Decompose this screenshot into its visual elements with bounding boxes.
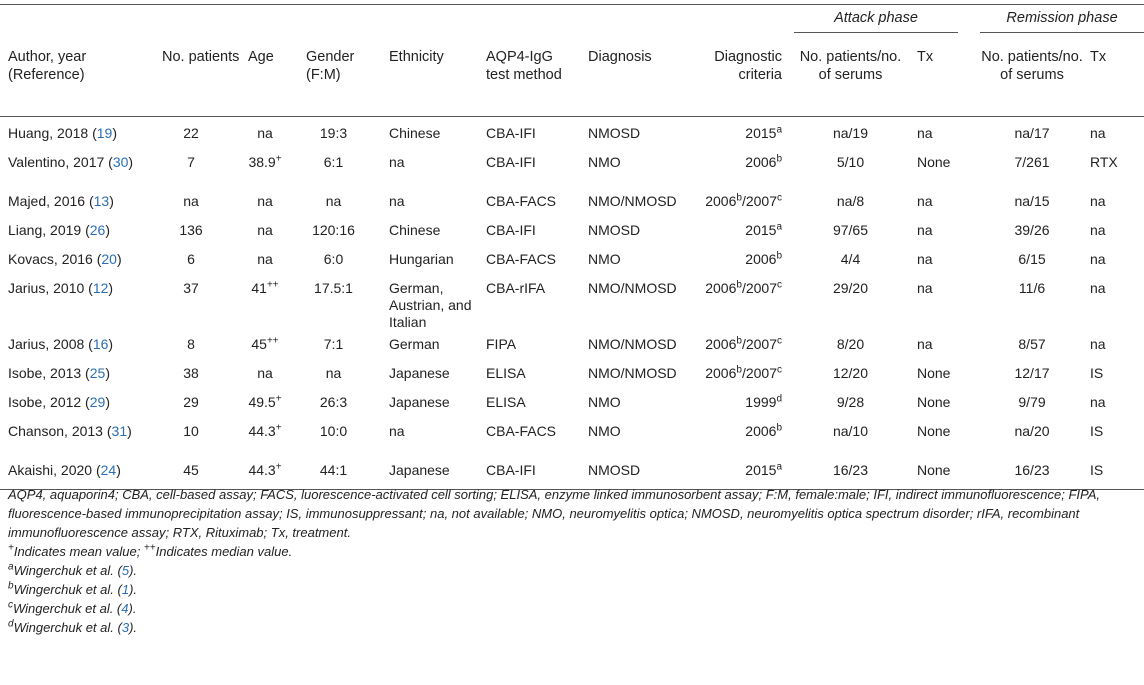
cell-age (244, 121, 300, 150)
cell-attack-count: 4/4 (840, 250, 861, 267)
cell-remission-count: 8/57 (1018, 335, 1046, 352)
cell-patients: 45 (183, 461, 199, 478)
attack-phase-heading: Attack phase (794, 10, 958, 33)
cell-test-method: CBA-IFI (486, 461, 536, 478)
note-tail: ). (129, 620, 138, 635)
cell-diagnosis: NMO (588, 393, 621, 410)
cell-test-method: CBA-FACS (486, 422, 557, 439)
author-text: Isobe, 2012 ( (8, 393, 90, 410)
cell-remission-count: na/15 (1014, 192, 1050, 209)
table-row (0, 189, 1144, 218)
table-row (0, 458, 1144, 487)
cell-criteria (692, 332, 792, 361)
cell-patients: 8 (187, 335, 195, 352)
author-close: ) (116, 461, 121, 478)
cell-ethnicity: Japanese (389, 461, 450, 478)
cell-remission-tx: na (1090, 279, 1106, 296)
criteria-year: 1999 (745, 393, 777, 410)
criteria-marker-2: c (777, 191, 782, 203)
author-close: ) (105, 364, 110, 381)
cell-diagnosis: NMOSD (588, 124, 641, 141)
age-marker: ++ (266, 278, 279, 290)
cell-author (0, 419, 160, 458)
cell-attack-count: na/19 (832, 124, 869, 141)
criteria-marker: a (776, 123, 782, 135)
table-row (0, 218, 1144, 247)
cell-remission-count: 16/23 (1014, 461, 1050, 478)
cell-gender: na (325, 364, 342, 381)
table-body (0, 121, 1144, 487)
cell-attack-tx: None (917, 422, 951, 439)
median-text: Indicates median value. (155, 544, 293, 559)
note-tail: ). (128, 601, 137, 616)
cell-ethnicity: Hungarian (389, 250, 454, 267)
cell-patients: 29 (183, 393, 199, 410)
note-text: Wingerchuk et al. ( (13, 582, 122, 597)
criteria-year-2: /2007 (741, 279, 777, 296)
cell-gender: 7:1 (323, 335, 344, 352)
table-row (0, 332, 1144, 361)
cell-gender: 6:1 (323, 153, 344, 170)
reference-link[interactable]: 13 (93, 192, 110, 209)
cell-criteria (692, 361, 792, 390)
cell-gender: na (325, 192, 342, 209)
cell-diagnosis: NMO (588, 422, 621, 439)
cell-diagnosis: NMO (588, 153, 621, 170)
cell-age (244, 276, 300, 332)
cell-diagnosis: NMOSD (588, 221, 641, 238)
age-header: Age (248, 49, 274, 65)
cell-remission-tx: IS (1090, 364, 1104, 381)
abbreviations-note: AQP4, aquaporin4; CBA, cell-based assay; FACS, luorescence-activated cell sorting; ELISA, enzyme linked immunosorbent assay; F:M, female:male; IFI, indirect immunofluorescence; FIPA, fluorescence-based immunoprecipitation assay; IS, immunosuppressant; na, not available; NMO, neuromyelitis optica; NMOSD, neuromyelitis optica spectrum disorder; rIFA, recombinant immunofluorescence assay; RTX, Rituximab; Tx, treatment. (8, 487, 1100, 540)
cell-age (244, 189, 300, 218)
cell-author (0, 390, 160, 419)
cell-attack-tx: na (917, 221, 933, 238)
cell-ethnicity: Japanese (389, 364, 450, 381)
author-text: Jarius, 2010 ( (8, 279, 93, 296)
cell-author (0, 218, 160, 247)
cell-diagnosis: NMO/NMOSD (588, 192, 677, 209)
cell-remission-count: 7/261 (1014, 153, 1050, 170)
cell-age (244, 419, 300, 458)
cell-remission-tx: na (1090, 250, 1106, 267)
cell-patients: 6 (187, 250, 195, 267)
cell-attack-count: 12/20 (832, 364, 869, 381)
cell-attack-tx: na (917, 124, 933, 141)
cell-remission-count: 12/17 (1014, 364, 1050, 381)
cell-criteria (692, 150, 792, 189)
cell-ethnicity: Japanese (389, 393, 450, 410)
patients-header: No. patients (162, 49, 240, 65)
cell-author (0, 276, 160, 332)
remission-tx-header: Tx (1090, 49, 1107, 65)
note-text: Wingerchuk et al. ( (13, 601, 122, 616)
age-value: 38.9 (248, 153, 276, 170)
cell-gender: 120:16 (312, 221, 355, 238)
age-value: na (257, 250, 273, 267)
criteria-marker: b (736, 278, 742, 290)
cell-remission-tx: na (1090, 124, 1106, 141)
cell-test-method: CBA-rIFA (486, 279, 546, 296)
criteria-year-2: /2007 (741, 192, 777, 209)
reference-link[interactable]: 12 (92, 279, 109, 296)
author-text: Valentino, 2017 ( (8, 153, 113, 170)
criteria-marker: b (776, 249, 782, 261)
attack-count-header: No. patients/no. of serums (799, 49, 902, 83)
cell-author (0, 361, 160, 390)
cell-attack-count: 29/20 (832, 279, 869, 296)
cell-author (0, 189, 160, 218)
cell-age (244, 247, 300, 276)
cell-gender: 44:1 (319, 461, 348, 478)
reference-link[interactable]: 26 (89, 221, 106, 238)
table-row (0, 390, 1144, 419)
cell-diagnosis: NMO (588, 250, 621, 267)
criteria-year: 2006 (705, 335, 737, 352)
cell-patients: 136 (179, 221, 203, 238)
remission-count-header: No. patients/no. of serums (981, 49, 1083, 83)
cell-criteria (692, 419, 792, 458)
age-value: na (257, 364, 273, 381)
cell-gender: 10:0 (319, 422, 348, 439)
cell-attack-count: 16/23 (832, 461, 869, 478)
table-row (0, 419, 1144, 458)
criteria-year: 2006 (705, 192, 737, 209)
cell-ethnicity: German, Austrian, and Italian (389, 279, 472, 330)
reference-link[interactable]: 1 (121, 582, 130, 597)
author-close: ) (108, 335, 114, 352)
cell-remission-count: 9/79 (1018, 393, 1046, 410)
reference-link[interactable]: 30 (112, 153, 129, 170)
cell-author (0, 247, 160, 276)
cell-test-method: ELISA (486, 364, 526, 381)
criteria-year: 2015 (745, 221, 777, 238)
criteria-year: 2006 (705, 364, 737, 381)
cell-age (244, 390, 300, 419)
criteria-marker-2: c (777, 278, 782, 290)
reference-link[interactable]: 16 (92, 335, 109, 352)
cell-test-method: CBA-IFI (486, 153, 536, 170)
criteria-marker: b (736, 334, 742, 346)
author-close: ) (116, 250, 122, 267)
cell-age (244, 218, 300, 247)
age-value: 49.5 (248, 393, 276, 410)
cell-attack-tx: None (917, 153, 951, 170)
cell-test-method: FIPA (486, 335, 517, 352)
cell-criteria (692, 276, 792, 332)
reference-link[interactable]: 29 (89, 393, 106, 410)
criteria-year: 2015 (745, 124, 777, 141)
cell-ethnicity: na (389, 192, 405, 209)
cell-attack-count: 9/28 (836, 393, 865, 410)
cell-patients: na (183, 192, 199, 209)
cell-remission-tx: na (1090, 192, 1106, 209)
cell-attack-tx: None (917, 461, 951, 478)
criteria-year: 2015 (745, 461, 777, 478)
age-value: na (257, 192, 273, 209)
age-marker: + (275, 460, 282, 472)
table-row (0, 361, 1144, 390)
cell-author (0, 332, 160, 361)
author-close: ) (105, 221, 110, 238)
criteria-marker: d (776, 392, 782, 404)
reference-link[interactable]: 19 (96, 124, 113, 141)
age-marker: + (275, 421, 282, 433)
criteria-note (8, 561, 1138, 580)
author-close: ) (105, 393, 110, 410)
ethnicity-header: Ethnicity (389, 49, 444, 65)
cell-age (244, 361, 300, 390)
median-symbol: ++ (143, 542, 156, 554)
criteria-marker: b (776, 152, 782, 164)
cell-test-method: CBA-IFI (486, 221, 536, 238)
cell-criteria (692, 247, 792, 276)
cell-test-method: CBA-IFI (486, 124, 536, 141)
cell-remission-count: 6/15 (1018, 250, 1046, 267)
test-method-header: AQP4-IgG test method (486, 49, 562, 83)
author-close: ) (127, 422, 132, 439)
cell-patients: 10 (183, 422, 199, 439)
table-footnotes (8, 485, 1138, 637)
cell-attack-tx: na (917, 192, 933, 209)
criteria-year: 2006 (745, 422, 777, 439)
cell-remission-tx: na (1090, 335, 1106, 352)
table-row (0, 276, 1144, 332)
cell-criteria (692, 121, 792, 150)
cell-remission-count: na/17 (1014, 124, 1050, 141)
author-header: Author, year (Reference) (8, 49, 87, 83)
mean-text: Indicates mean value; (13, 544, 144, 559)
criteria-marker: a (776, 220, 782, 232)
criteria-year-2: /2007 (741, 335, 777, 352)
age-value: 44.3 (248, 422, 276, 439)
cell-age (244, 458, 300, 487)
cell-attack-tx: None (917, 364, 951, 381)
cell-attack-count: 97/65 (832, 221, 869, 238)
age-value: na (257, 124, 273, 141)
cell-diagnosis: NMO/NMOSD (588, 279, 677, 296)
age-value: 44.3 (248, 461, 276, 478)
criteria-year-2: /2007 (741, 364, 777, 381)
cell-diagnosis: NMO/NMOSD (588, 335, 677, 352)
age-value: 41 (251, 279, 267, 296)
gender-header: Gender (F:M) (306, 49, 355, 83)
cell-author (0, 121, 160, 150)
cell-criteria (692, 218, 792, 247)
criteria-marker: a (776, 460, 782, 472)
reference-link[interactable]: 25 (89, 364, 106, 381)
author-text: Huang, 2018 ( (8, 124, 97, 141)
criteria-note (8, 580, 1138, 599)
cell-diagnosis: NMOSD (588, 461, 641, 478)
cell-attack-count: na/10 (832, 422, 869, 439)
reference-link[interactable]: 4 (121, 601, 129, 616)
note-text: Wingerchuk et al. ( (13, 620, 122, 635)
table-header (0, 4, 1144, 121)
age-marker: ++ (266, 334, 279, 346)
cell-author (0, 458, 160, 487)
table-row (0, 150, 1144, 189)
diagnosis-header: Diagnosis (588, 49, 652, 65)
reference-link[interactable]: 24 (100, 461, 117, 478)
table-row (0, 247, 1144, 276)
author-text: Kovacs, 2016 ( (8, 250, 102, 267)
criteria-marker-2: c (777, 334, 782, 346)
age-marker: + (275, 152, 282, 164)
cell-attack-count: na/8 (836, 192, 865, 209)
cell-test-method: CBA-FACS (486, 250, 557, 267)
criteria-marker-2: c (777, 363, 782, 375)
cell-test-method: ELISA (486, 393, 526, 410)
note-tail: ). (129, 582, 138, 597)
cell-gender: 26:3 (319, 393, 348, 410)
author-text: Jarius, 2008 ( (8, 335, 93, 352)
cell-remission-tx: IS (1090, 461, 1104, 478)
cell-patients: 22 (183, 124, 199, 141)
author-text: Majed, 2016 ( (8, 192, 94, 209)
author-text: Isobe, 2013 ( (8, 364, 90, 381)
cell-patients: 38 (183, 364, 199, 381)
note-tail: ). (129, 563, 138, 578)
cell-criteria (692, 390, 792, 419)
attack-tx-header: Tx (917, 49, 934, 65)
cell-patients: 7 (187, 153, 195, 170)
criteria-marker: b (736, 363, 742, 375)
criteria-header: Diagnostic criteria (714, 49, 782, 83)
author-close: ) (112, 124, 117, 141)
cell-gender: 6:0 (323, 250, 344, 267)
author-text: Chanson, 2013 ( (8, 422, 112, 439)
author-text: Liang, 2019 ( (8, 221, 90, 238)
cell-remission-tx: na (1090, 393, 1106, 410)
cell-diagnosis: NMO/NMOSD (588, 364, 677, 381)
criteria-year: 2006 (705, 279, 737, 296)
cell-ethnicity: Chinese (389, 221, 441, 238)
criteria-note (8, 618, 1138, 637)
cell-age (244, 332, 300, 361)
criteria-year: 2006 (745, 250, 777, 267)
cell-remission-tx: RTX (1090, 153, 1118, 170)
note-marker: b (8, 580, 14, 592)
cell-attack-tx: None (917, 393, 951, 410)
remission-phase-heading: Remission phase (980, 10, 1144, 33)
cell-remission-count: 39/26 (1014, 221, 1050, 238)
reference-link[interactable]: 3 (121, 620, 130, 635)
age-value: 45 (251, 335, 267, 352)
reference-link[interactable]: 20 (101, 250, 117, 267)
cell-attack-count: 5/10 (836, 153, 865, 170)
note-marker: c (8, 599, 13, 611)
cell-ethnicity: German (389, 335, 440, 352)
cell-remission-tx: IS (1090, 422, 1104, 439)
mean-symbol: + (8, 542, 14, 554)
criteria-notes (8, 561, 1138, 637)
criteria-note (8, 599, 1138, 618)
age-value: na (257, 221, 273, 238)
cell-attack-tx: na (917, 250, 933, 267)
cell-ethnicity: na (389, 422, 405, 439)
note-marker: d (8, 618, 14, 630)
cell-age (244, 150, 300, 189)
author-close: ) (128, 153, 134, 170)
criteria-year: 2006 (745, 153, 777, 170)
cell-remission-tx: na (1090, 221, 1106, 238)
mean-median-note (8, 542, 1138, 561)
note-text: Wingerchuk et al. ( (13, 563, 122, 578)
criteria-marker: b (736, 191, 742, 203)
cell-gender: 19:3 (319, 124, 348, 141)
note-marker: a (8, 561, 14, 573)
cell-author (0, 150, 160, 189)
cell-attack-count: 8/20 (836, 335, 865, 352)
cell-patients: 37 (183, 279, 199, 296)
reference-link[interactable]: 31 (111, 422, 128, 439)
cell-remission-count: 11/6 (1018, 279, 1046, 296)
reference-link[interactable]: 5 (121, 563, 130, 578)
cell-ethnicity: Chinese (389, 124, 441, 141)
data-table (0, 4, 1144, 490)
cell-gender: 17.5:1 (314, 279, 353, 296)
cell-criteria (692, 458, 792, 487)
cell-test-method: CBA-FACS (486, 192, 557, 209)
cell-attack-tx: na (917, 335, 933, 352)
table-row (0, 121, 1144, 150)
cell-attack-tx: na (917, 279, 933, 296)
author-close: ) (108, 279, 114, 296)
age-marker: + (275, 392, 282, 404)
author-text: Akaishi, 2020 ( (8, 461, 101, 478)
cell-ethnicity: na (389, 153, 405, 170)
criteria-marker: b (776, 421, 782, 433)
cell-remission-count: na/20 (1014, 422, 1050, 439)
cell-criteria (692, 189, 792, 218)
author-close: ) (109, 192, 114, 209)
